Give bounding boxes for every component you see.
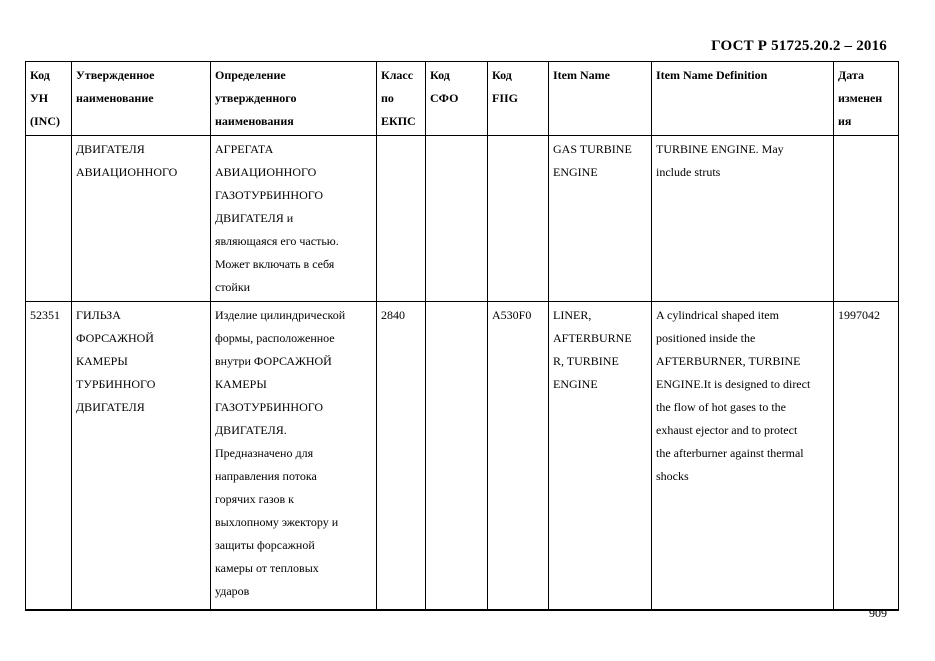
cell-item-name-definition: A cylindrical shaped item positioned inside the AFTERBURNER, TURBINE ENGINE.It is designed to direct the flow of hot gases to the exhaust ejector and to protect the afterburner against thermal shocks: [652, 302, 834, 610]
catalog-table: [25, 61, 899, 611]
cell-fiig-code: A530F0: [488, 302, 549, 610]
col-header-inc-code: Код УН (INC): [26, 62, 72, 136]
cell-item-name: GAS TURBINE ENGINE: [549, 136, 652, 302]
col-header-item-name: Item Name: [549, 62, 652, 136]
cell-sfo-code: [426, 136, 488, 302]
cell-fiig-code: [488, 136, 549, 302]
cell-item-name-definition: TURBINE ENGINE. May include struts: [652, 136, 834, 302]
col-header-change-date: Дата изменен ия: [834, 62, 899, 136]
cell-ekps-class: 2840: [377, 302, 426, 610]
col-header-item-name-definition: Item Name Definition: [652, 62, 834, 136]
col-header-approved-name: Утвержденное наименование: [72, 62, 211, 136]
col-header-name-definition: Определение утвержденного наименования: [211, 62, 377, 136]
cell-approved-name: ДВИГАТЕЛЯ АВИАЦИОННОГО: [72, 136, 211, 302]
cell-ekps-class: [377, 136, 426, 302]
table-row: [26, 302, 899, 610]
cell-sfo-code: [426, 302, 488, 610]
cell-inc-code: [26, 136, 72, 302]
col-header-sfo-code: Код СФО: [426, 62, 488, 136]
cell-inc-code: 52351: [26, 302, 72, 610]
document-standard-header: ГОСТ Р 51725.20.2 – 2016: [711, 38, 887, 54]
cell-approved-name: ГИЛЬЗА ФОРСАЖНОЙ КАМЕРЫ ТУРБИННОГО ДВИГАТЕЛЯ: [72, 302, 211, 610]
col-header-fiig-code: Код FIIG: [488, 62, 549, 136]
table-row: [26, 136, 899, 302]
cell-change-date: 1997042: [834, 302, 899, 610]
cell-change-date: [834, 136, 899, 302]
cell-name-definition: АГРЕГАТА АВИАЦИОННОГО ГАЗОТУРБИННОГО ДВИГАТЕЛЯ и являющаяся его частью. Может включать в себя стойки: [211, 136, 377, 302]
cell-item-name: LINER, AFTERBURNE R, TURBINE ENGINE: [549, 302, 652, 610]
page-number: 909: [869, 606, 887, 620]
cell-name-definition: Изделие цилиндрической формы, расположенное внутри ФОРСАЖНОЙ КАМЕРЫ ГАЗОТУРБИННОГО ДВИГАТЕЛЯ. Предназначено для направления потока горячих газов к выхлопному эжектору и защиты форсажной камеры от тепловых ударов: [211, 302, 377, 610]
col-header-ekps-class: Класс по ЕКПС: [377, 62, 426, 136]
table-header-row: [26, 62, 899, 136]
